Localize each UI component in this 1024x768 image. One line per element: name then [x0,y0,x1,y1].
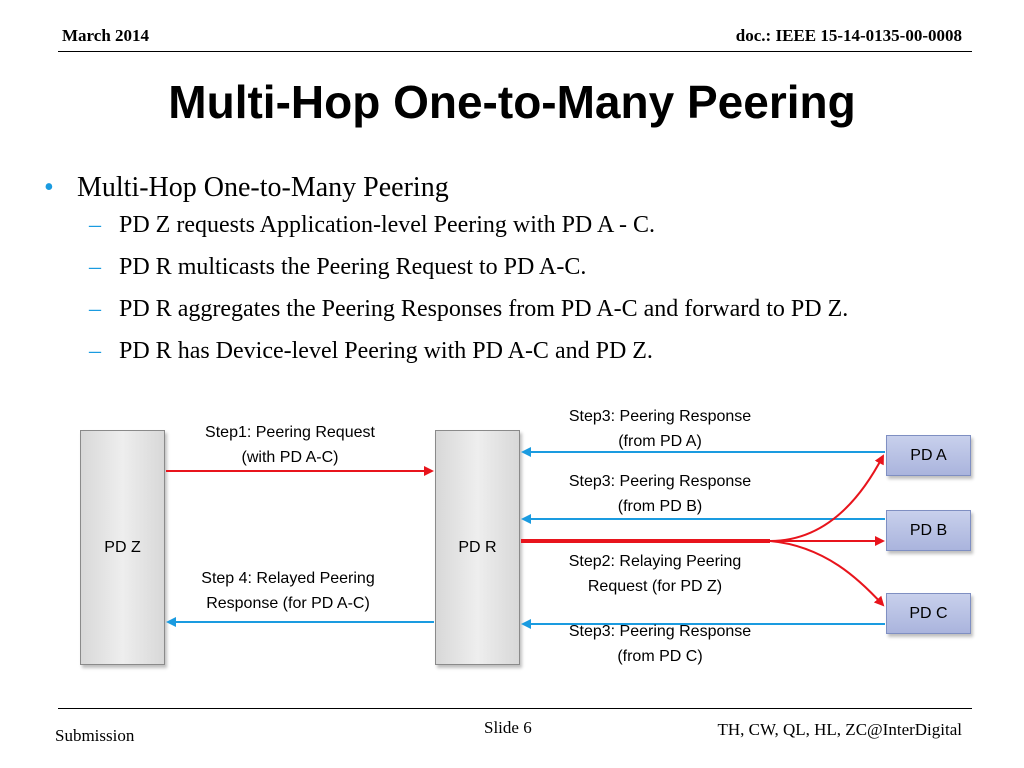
label-step1-line1: Step1: Peering Request [205,424,375,441]
bullet-dash-icon: – [89,338,101,364]
node-pd-r-label: PD R [458,538,497,556]
sub-bullet-text: PD R has Device-level Peering with PD A-C and PD Z. [119,338,653,364]
label-step3-pd-a-line1: Step3: Peering Response [568,408,752,425]
footer-slide-number: Slide 6 [484,718,532,737]
label-step2-line2: Request (for PD Z) [587,578,723,595]
header-doc-id: doc.: IEEE 15-14-0135-00-0008 [735,26,962,45]
bullet-dot-icon: • [44,172,54,203]
label-step4-line2: Response (for PD A-C) [206,595,370,612]
label-step3-pd-c [540,619,780,669]
label-step3-pd-c-line1: Step3: Peering Response [568,623,752,640]
node-pd-b-label: PD B [909,521,948,539]
bullet-main-text: Multi-Hop One-to-Many Peering [77,172,449,203]
label-step3-pd-a-line2: (from PD A) [618,433,702,450]
label-step1 [170,420,410,470]
footer-authors: TH, CW, QL, HL, ZC@InterDigital [717,720,962,739]
footer-submission: Submission [55,726,135,745]
label-step3-pd-b-line1: Step3: Peering Response [568,473,752,490]
label-step3-pd-b-line2: (from PD B) [617,498,703,515]
label-step1-line2: (with PD A-C) [241,449,339,466]
bullet-dash-icon: – [89,254,101,280]
label-step3-pd-b [540,469,780,519]
label-step4-line1: Step 4: Relayed Peering [201,570,375,587]
arrow-step2-to-pd-a [770,456,883,541]
bullet-dash-icon: – [89,212,101,238]
label-step4 [168,566,408,616]
label-step2-line1: Step2: Relaying Peering [568,553,742,570]
slide-title: Multi-Hop One-to-Many Peering [168,76,856,128]
label-step3-pd-c-line2: (from PD C) [617,648,703,665]
header-date: March 2014 [62,26,150,45]
node-pd-c-label: PD C [909,604,948,622]
sub-bullet-text: PD Z requests Application-level Peering with PD A - C. [119,212,655,238]
sub-bullet-text: PD R multicasts the Peering Request to PD A-C. [119,254,587,280]
label-step3-pd-a [540,404,780,454]
sub-bullet-text: PD R aggregates the Peering Responses from PD A-C and forward to PD Z. [119,296,849,322]
bullet-dash-icon: – [89,296,101,322]
label-step2 [535,549,775,599]
footer-divider [58,708,972,709]
node-pd-a-label: PD A [910,446,947,464]
node-pd-z-label: PD Z [104,538,141,556]
arrow-step2-to-pd-c [770,541,883,605]
